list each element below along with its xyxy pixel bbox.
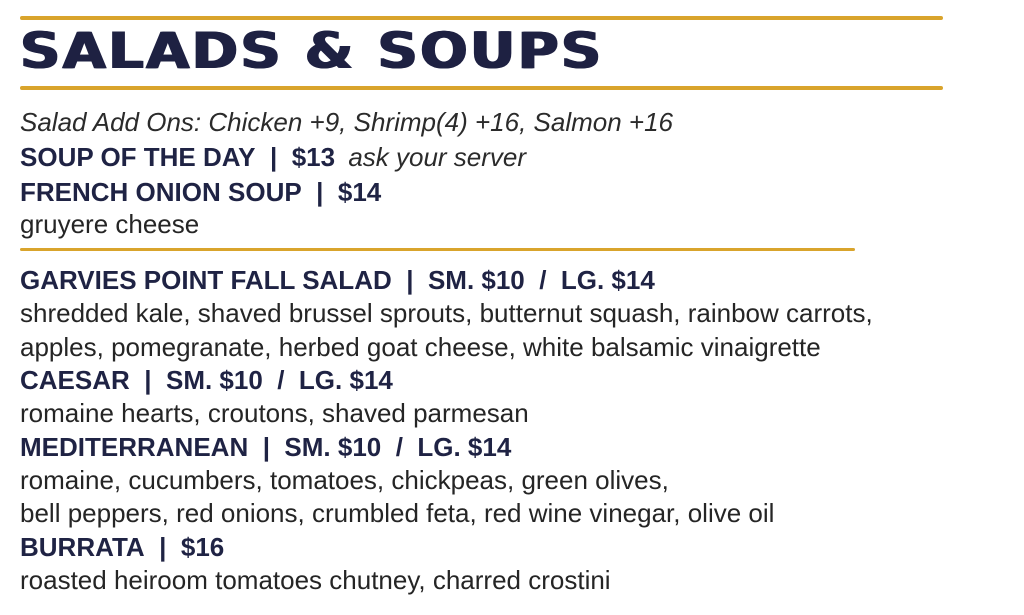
item-price: SM. $10 / LG. $14 <box>284 432 512 462</box>
soup-of-the-day-heading <box>20 141 526 173</box>
burrata-heading <box>20 531 224 563</box>
section-divider <box>20 248 855 251</box>
item-name: SOUP OF THE DAY <box>20 142 256 172</box>
burrata-description: roasted heiroom tomatoes chutney, charred crostini <box>20 565 611 595</box>
section-title: SALADS & SOUPS <box>20 22 604 80</box>
item-name: CAESAR <box>20 365 130 395</box>
item-price: $16 <box>180 532 225 562</box>
item-name: GARVIES POINT FALL SALAD <box>20 265 392 295</box>
top-divider <box>20 16 943 20</box>
price-separator: | <box>269 142 278 172</box>
item-price: SM. $10 / LG. $14 <box>427 265 655 295</box>
price-separator: | <box>262 432 270 462</box>
item-price: $13 <box>291 142 336 172</box>
caesar-description: romaine hearts, croutons, shaved parmesan <box>20 398 529 428</box>
caesar-heading <box>20 364 393 396</box>
price-separator: | <box>316 177 324 207</box>
mediterranean-heading <box>20 431 511 463</box>
item-name: FRENCH ONION SOUP <box>20 177 302 207</box>
garvies-point-salad-description-line-2: apples, pomegranate, herbed goat cheese, white balsamic vinaigrette <box>20 332 821 362</box>
item-price: SM. $10 / LG. $14 <box>165 365 393 395</box>
title-divider <box>20 86 943 90</box>
item-name: BURRATA <box>20 532 145 562</box>
garvies-point-salad-description-line-1: shredded kale, shaved brussel sprouts, butternut squash, rainbow carrots, <box>20 298 873 328</box>
mediterranean-description-line-2: bell peppers, red onions, crumbled feta, red wine vinegar, olive oil <box>20 498 775 528</box>
price-separator: | <box>144 365 152 395</box>
french-onion-soup-heading <box>20 176 381 208</box>
garvies-point-salad-heading <box>20 264 655 296</box>
french-onion-soup-description: gruyere cheese <box>20 209 200 239</box>
price-separator: | <box>159 532 167 562</box>
price-separator: | <box>406 265 414 295</box>
mediterranean-description-line-1: romaine, cucumbers, tomatoes, chickpeas, green olives, <box>20 465 669 495</box>
soup-note: ask your server <box>348 142 527 172</box>
salad-add-ons: Salad Add Ons: Chicken +9, Shrimp(4) +16, Salmon +16 <box>20 107 674 137</box>
item-name: MEDITERRANEAN <box>20 432 249 462</box>
item-price: $14 <box>337 177 382 207</box>
